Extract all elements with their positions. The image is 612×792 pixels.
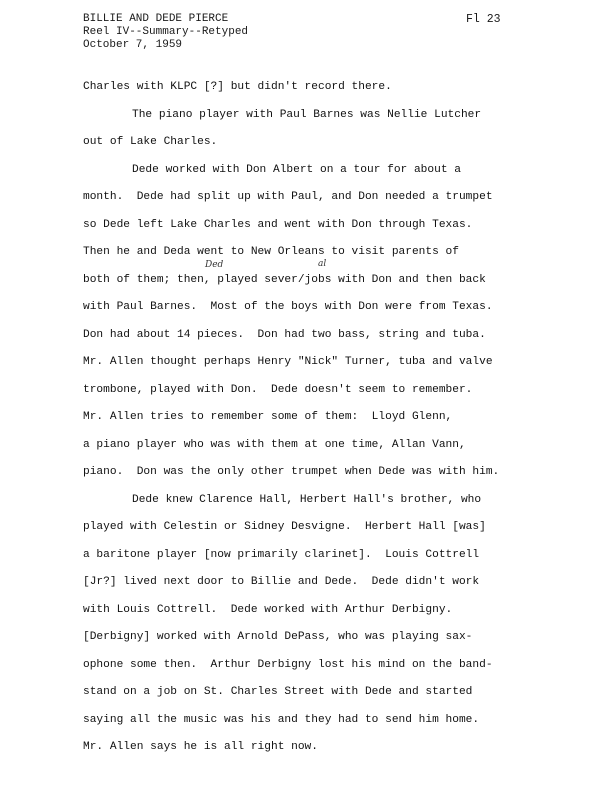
- handwritten-insertion-dede: Ded: [205, 260, 224, 270]
- body-line: Don had about 14 pieces. Don had two bass, string and tuba.: [83, 329, 486, 341]
- body-line: a baritone player [now primarily clarinet]. Louis Cottrell: [83, 549, 480, 561]
- body-line: ophone some then. Arthur Derbigny lost his mind on the band-: [83, 659, 493, 671]
- body-line: Dede knew Clarence Hall, Herbert Hall's brother, who: [132, 494, 482, 506]
- body-line: month. Dede had split up with Paul, and Don needed a trumpet: [83, 191, 493, 203]
- body-line: with Paul Barnes. Most of the boys with Don were from Texas.: [83, 301, 493, 313]
- body-line: so Dede left Lake Charles and went with Don through Texas.: [83, 219, 473, 231]
- body-line: saying all the music was his and they had to send him home.: [83, 714, 480, 726]
- body-line: trombone, played with Don. Dede doesn't seem to remember.: [83, 384, 473, 396]
- body-line: both of them; then, played sever/jobs with Don and then back: [83, 274, 486, 286]
- body-line: played with Celestin or Sidney Desvigne. Herbert Hall [was]: [83, 521, 486, 533]
- page-number: Fl 23: [466, 13, 501, 26]
- body-line: Dede worked with Don Albert on a tour for about a: [132, 164, 461, 176]
- body-line: out of Lake Charles.: [83, 136, 218, 148]
- handwritten-insertion-al: al: [318, 259, 327, 269]
- body-line: Charles with KLPC [?] but didn't record there.: [83, 81, 392, 93]
- body-line: Then he and Deda went to New Orleans to visit parents of: [83, 246, 459, 258]
- body-line: stand on a job on St. Charles Street with Dede and started: [83, 686, 473, 698]
- body-line: Mr. Allen thought perhaps Henry "Nick" Turner, tuba and valve: [83, 356, 493, 368]
- body-line: piano. Don was the only other trumpet when Dede was with him.: [83, 466, 500, 478]
- header-date: October 7, 1959: [83, 39, 183, 51]
- body-line: with Louis Cottrell. Dede worked with Arthur Derbigny.: [83, 604, 453, 616]
- body-line: [Derbigny] worked with Arnold DePass, who was playing sax-: [83, 631, 473, 643]
- body-line: a piano player who was with them at one time, Allan Vann,: [83, 439, 466, 451]
- header-reel: Reel IV--Summary--Retyped: [83, 26, 249, 38]
- body-line: Mr. Allen tries to remember some of them: Lloyd Glenn,: [83, 411, 453, 423]
- body-line: Mr. Allen says he is all right now.: [83, 741, 318, 753]
- header-title: BILLIE AND DEDE PIERCE: [83, 13, 229, 25]
- body-line: The piano player with Paul Barnes was Nellie Lutcher: [132, 109, 482, 121]
- body-line: [Jr?] lived next door to Billie and Dede. Dede didn't work: [83, 576, 480, 588]
